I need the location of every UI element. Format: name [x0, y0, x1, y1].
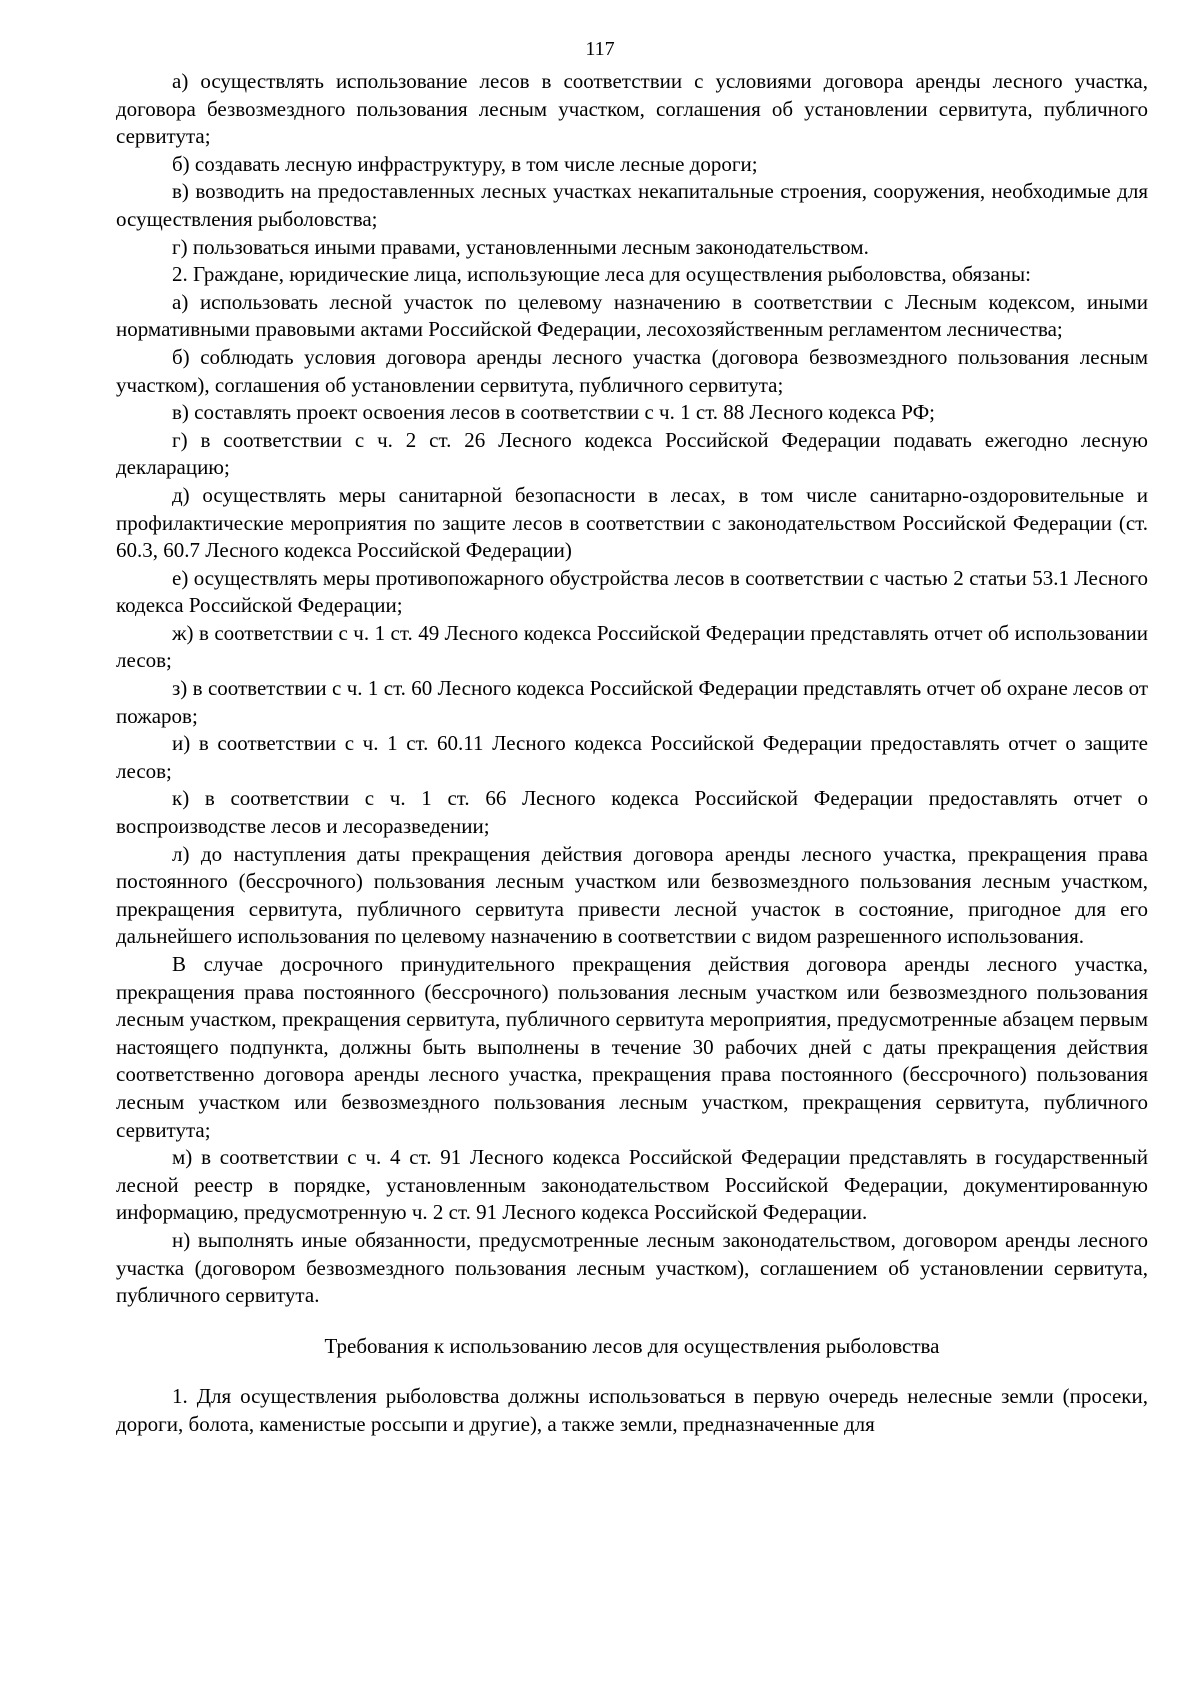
body-paragraph: м) в соответствии с ч. 4 ст. 91 Лесного кодекса Российской Федерации представлять в государственный лесной реестр в порядке, установленным законодательством Российской Федерации, документированную информацию, предусмотренную ч. 2 ст. 91 Лесного кодекса Российской Федерации.	[116, 1145, 1148, 1225]
paragraphs-after-heading	[116, 1383, 1148, 1438]
body-paragraph: в) возводить на предоставленных лесных участках некапитальные строения, сооружения, необходимые для осуществления рыболовства;	[116, 179, 1148, 231]
body-paragraph: а) использовать лесной участок по целевому назначению в соответствии с Лесным кодексом, иными нормативными правовыми актами Российской Федерации, лесохозяйственным регламентом лесничества;	[116, 289, 1148, 342]
body-paragraph: б) создавать лесную инфраструктуру, в том числе лесные дороги;	[172, 151, 758, 176]
body-paragraph: б) соблюдать условия договора аренды лесного участка (договора безвозмездного пользования лесным участком), соглашения об установлении сервитута, публичного сервитута;	[116, 344, 1148, 397]
body-paragraph: а) осуществлять использование лесов в соответствии с условиями договора аренды лесного участка, договора безвозмездного пользования лесным участком, соглашения об установлении сервитута, публичного сервитута;	[116, 69, 1148, 149]
paragraphs-before-heading	[116, 68, 1148, 1310]
body-paragraph: е) осуществлять меры противопожарного обустройства лесов в соответствии с частью 2 статьи 53.1 Лесного кодекса Российской Федерации;	[116, 565, 1148, 618]
body-paragraph: з) в соответствии с ч. 1 ст. 60 Лесного кодекса Российской Федерации представлять отчет об охране лесов от пожаров;	[116, 676, 1148, 728]
body-paragraph: в) составлять проект освоения лесов в соответствии с ч. 1 ст. 88 Лесного кодекса РФ;	[172, 400, 935, 425]
body-paragraph: д) осуществлять меры санитарной безопасности в лесах, в том числе санитарно-оздоровительные и профилактические мероприятия по защите лесов в соответствии с законодательством Российской Федерации (ст. 60.3, 60.7 Лесного кодекса Российской Федерации)	[116, 482, 1148, 563]
body-paragraph: к) в соответствии с ч. 1 ст. 66 Лесного кодекса Российской Федерации предоставлять отчет о воспроизводстве лесов и лесоразведении;	[116, 786, 1148, 839]
body-paragraph: 2. Граждане, юридические лица, использующие леса для осуществления рыболовства, обязаны:	[172, 262, 1031, 287]
body-paragraph: 1. Для осуществления рыболовства должны использоваться в первую очередь нелесные земли (просеки, дороги, болота, каменистые россыпи и другие), а также земли, предназначенные для	[116, 1384, 1148, 1436]
body-paragraph: г) в соответствии с ч. 2 ст. 26 Лесного кодекса Российской Федерации подавать ежегодно лесную декларацию;	[116, 427, 1148, 480]
body-paragraph: В случае досрочного принудительного прекращения действия договора аренды лесного участка, прекращения права постоянного (бессрочного) пользования лесным участком или безвозмездного пользования лесным участком, прекращения сервитута, публичного сервитута мероприятия, предусмотренные абзацем первым настоящего подпункта, должны быть выполнены в течение 30 рабочих дней с даты прекращения действия соответственно договора аренды лесного участка, прекращения права постоянного (бессрочного) пользования лесным участком или безвозмездного пользования лесным участком, прекращения сервитута, публичного сервитута;	[116, 952, 1148, 1142]
body-paragraph: г) пользоваться иными правами, установленными лесным законодательством.	[172, 234, 869, 259]
body-paragraph: л) до наступления даты прекращения действия договора аренды лесного участка, прекращения права постоянного (бессрочного) пользования лесным участком или безвозмездного пользования лесным участком, прекращения сервитута, публичного сервитута привести лесной участок в состояние, пригодное для его дальнейшего использования по целевому назначению в соответствии с видом разрешенного использования.	[116, 841, 1148, 949]
body-paragraph: н) выполнять иные обязанности, предусмотренные лесным законодательством, договором аренды лесного участка (договором безвозмездного пользования лесным участком), соглашением об установлении сервитута, публичного сервитута.	[116, 1227, 1148, 1308]
section-heading: Требования к использованию лесов для осуществления рыболовства	[324, 1333, 940, 1358]
body-paragraph: ж) в соответствии с ч. 1 ст. 49 Лесного кодекса Российской Федерации представлять отчет об использовании лесов;	[116, 620, 1148, 673]
page-number: 117	[585, 38, 615, 60]
document-body	[116, 68, 1148, 1439]
body-paragraph: и) в соответствии с ч. 1 ст. 60.11 Лесного кодекса Российской Федерации предоставлять отчет о защите лесов;	[116, 731, 1148, 783]
